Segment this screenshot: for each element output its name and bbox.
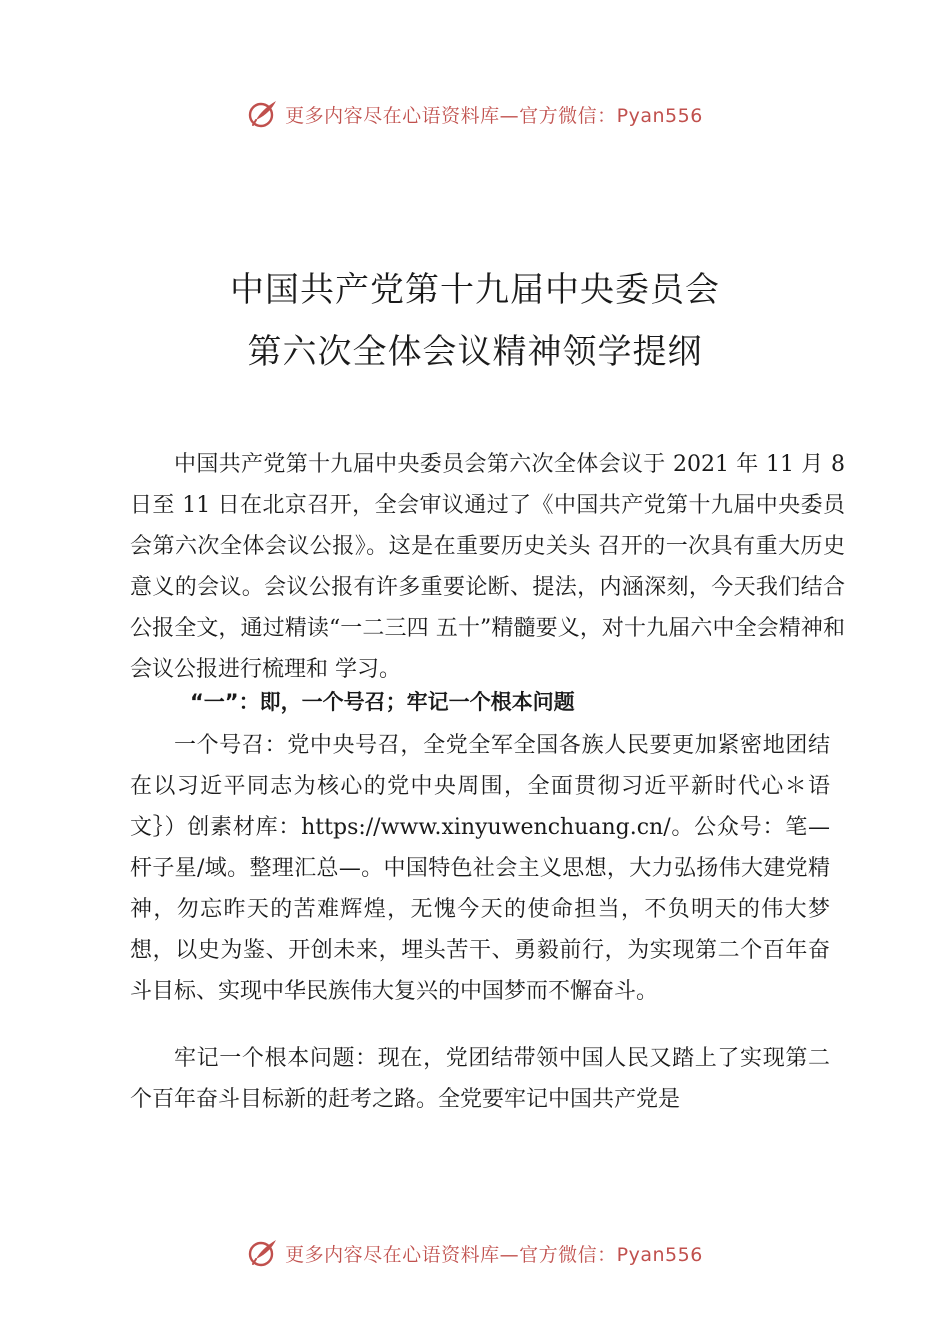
body-paragraph-call: 一个号召：党中央号召，全党全军全国各族人民要更加紧密地团结在以习近平同志为核心的党中央周围，全面贯彻习近平新时代心＊语文｝）创素材库：https://www.xinyuwenchuang.cn/。公众号：笔—杆子星/域。整理汇总—。中国特色社会主义思想，大力弘扬伟大建党精神，勿忘昨天的苦难辉煌，无愧今天的使命担当，不负明天的伟大梦想，以史为鉴、开创未来，埋头苦干、勇毅前行，为实现第二个百年奋斗目标、实现中华民族伟大复兴的中国梦而不懈奋斗。 xyxy=(130,733,830,1004)
footer-banner xyxy=(0,1233,950,1273)
section-heading: “一”：即，一个号召；牢记一个根本问题 xyxy=(190,690,575,714)
footer-banner-text: 更多内容尽在心语资料库—官方微信：Pyan556 xyxy=(285,1243,703,1266)
quill-pen-circle-icon xyxy=(247,1237,279,1269)
body-paragraph-fundamental-question: 牢记一个根本问题：现在，党团结带领中国人民又踏上了实现第二个百年奋斗目标新的赶考之路。全党要牢记中国共产党是 xyxy=(130,1046,830,1112)
body-paragraph-intro: 中国共产党第十九届中央委员会第六次全体会议于 2021 年 11 月 8 日至 11 日在北京召开，全会审议通过了《中国共产党第十九届中央委员会第六次全体会议公报》。这是在重要历史关头 召开的一次具有重大历史意义的会议。会议公报有许多重要论断、提法，内涵深刻，今天我们结合公报全文，通过精读“一二三四 五十”精髓要义，对十九届六中全会精神和会议公报进行梳理和 学习。 xyxy=(130,452,845,682)
quill-pen-circle-icon xyxy=(247,98,279,130)
header-banner xyxy=(0,94,950,134)
header-banner-text: 更多内容尽在心语资料库—官方微信：Pyan556 xyxy=(285,104,703,127)
document-title-line-1: 中国共产党第十九届中央委员会 xyxy=(230,270,720,310)
document-title-line-2: 第六次全体会议精神领学提纲 xyxy=(247,332,703,372)
